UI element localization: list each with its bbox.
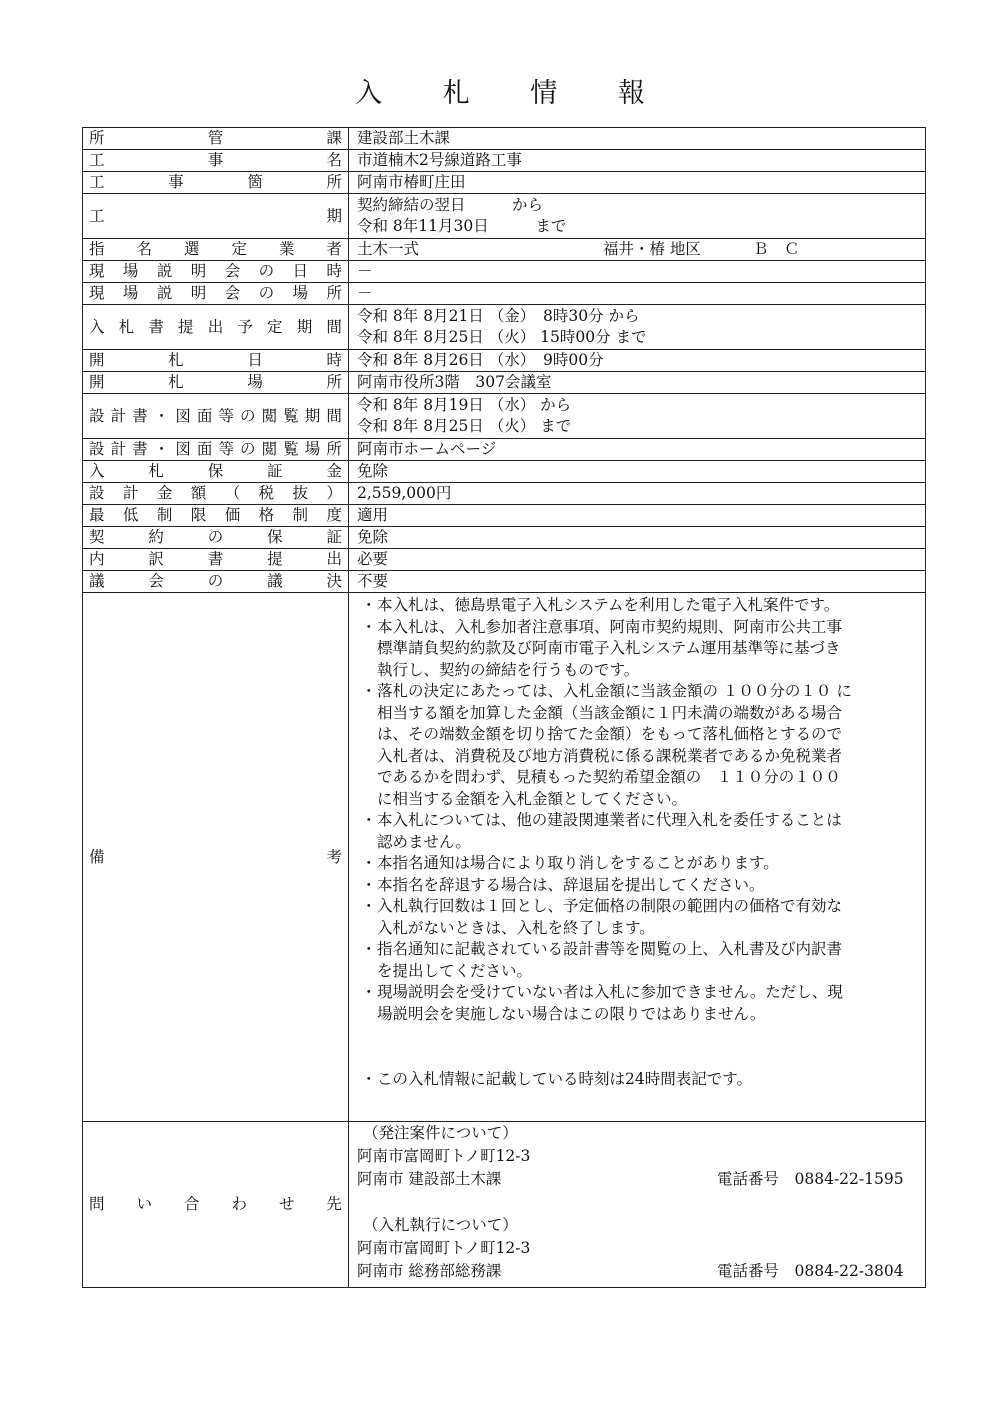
row-value: － bbox=[357, 262, 373, 280]
note-line: 執行し、契約の締結を行うものです。 bbox=[377, 660, 640, 679]
row-value-cell bbox=[349, 239, 926, 261]
row-value-cell bbox=[349, 150, 926, 172]
row-label: 入 札 書 提 出 予 定 期 間 bbox=[89, 317, 342, 336]
row-value-cell bbox=[349, 461, 926, 483]
row-label-cell bbox=[83, 261, 349, 283]
note-line: 標準請負契約約款及び阿南市電子入札システム運用基準等に基づき bbox=[377, 639, 841, 657]
row-value: 適用 bbox=[357, 506, 389, 524]
row-value-cell bbox=[349, 194, 926, 239]
row-value: 阿南市ホームページ bbox=[357, 440, 497, 458]
table-row bbox=[83, 150, 926, 172]
row-label-cell bbox=[83, 150, 349, 172]
row-label-cell bbox=[83, 394, 349, 439]
table-row bbox=[83, 305, 926, 350]
inquiry-dept: 阿南市 建設部土木課 bbox=[357, 1170, 502, 1188]
note-item bbox=[357, 939, 925, 982]
row-label-cell bbox=[83, 505, 349, 527]
table-row bbox=[83, 372, 926, 394]
inquiry-heading: （入札執行について） bbox=[363, 1216, 518, 1234]
bid-info-table bbox=[82, 127, 926, 1288]
inquiry-address: 阿南市富岡町トノ町12-3 bbox=[357, 1239, 531, 1257]
row-value: 免除 bbox=[357, 462, 389, 480]
row-label: 指 名 選 定 業 者 bbox=[89, 240, 342, 258]
row-value-cell bbox=[349, 128, 926, 150]
bullet: ・ bbox=[361, 875, 377, 894]
row-label-cell bbox=[83, 172, 349, 194]
inquiry-contact-line bbox=[357, 1168, 925, 1191]
note-item bbox=[357, 875, 925, 897]
table-row bbox=[83, 571, 926, 593]
table-row bbox=[83, 439, 926, 461]
note-line: 落札の決定にあたっては、入札金額に当該金額の １００分の１０ に bbox=[377, 682, 852, 700]
row-value-cell bbox=[349, 505, 926, 527]
row-value-cell bbox=[349, 350, 926, 372]
row-label-cell bbox=[83, 461, 349, 483]
note-item-time-format bbox=[357, 1069, 925, 1091]
note-line: 本入札は、入札参加者注意事項、阿南市契約規則、阿南市公共工事 bbox=[377, 617, 843, 636]
row-label-cell bbox=[83, 283, 349, 305]
note-line: 指名通知に記載されている設計書等を閲覧の上、入札書及び内訳書 bbox=[377, 940, 843, 958]
row-label-cell bbox=[83, 549, 349, 571]
row-label-cell bbox=[83, 194, 349, 239]
row-label: 工 期 bbox=[89, 206, 342, 225]
bullet: ・ bbox=[361, 1070, 377, 1088]
note-line: 現場説明会を受けていない者は入札に参加できません。ただし、現 bbox=[377, 983, 843, 1001]
inquiry-phone: 電話番号 0884-22-3804 bbox=[717, 1262, 904, 1280]
row-label: 設 計 書 ・ 図 面 等 の 閲 覧 期 間 bbox=[89, 406, 342, 425]
note-line: 本指名通知は場合により取り消しをすることがあります。 bbox=[377, 854, 779, 872]
bullet: ・ bbox=[361, 940, 377, 958]
row-label-cell bbox=[83, 483, 349, 505]
row-value-line: 令和 8年 8月25日 （火） まで bbox=[357, 417, 572, 435]
row-value: 2,559,000円 bbox=[357, 484, 452, 502]
note-line: この入札情報に記載している時刻は24時間表記です。 bbox=[377, 1070, 752, 1088]
row-label: 現 場 説 明 会 の 日 時 bbox=[89, 262, 342, 280]
area-value: 福井・椿 地区 bbox=[603, 240, 701, 258]
table-row bbox=[83, 461, 926, 483]
note-line: に相当する金額を入札金額としてください。 bbox=[377, 789, 688, 808]
row-label: 契 約 の 保 証 bbox=[89, 528, 342, 546]
row-label: 入 札 保 証 金 bbox=[89, 462, 342, 480]
row-label: 工 事 名 bbox=[89, 151, 342, 169]
bullet: ・ bbox=[361, 617, 377, 636]
note-line: 本入札は、徳島県電子入札システムを利用した電子入札案件です。 bbox=[377, 596, 840, 614]
note-item bbox=[357, 681, 925, 810]
row-value: 不要 bbox=[357, 572, 389, 590]
row-label: 議 会 の 議 決 bbox=[89, 572, 342, 590]
row-label: 最 低 制 限 価 格 制 度 bbox=[89, 506, 342, 524]
row-value: 令和 8年 8月26日 （水） 9時00分 bbox=[357, 351, 604, 369]
row-label: 所 管 課 bbox=[89, 129, 342, 147]
note-line: 本入札については、他の建設関連業者に代理入札を委任することは bbox=[377, 811, 842, 829]
row-label: 内 訳 書 提 出 bbox=[89, 550, 342, 568]
table-row bbox=[83, 527, 926, 549]
row-value-line: 令和 8年 8月25日 （火） 15時00分 まで bbox=[357, 328, 647, 346]
row-label: 開 札 場 所 bbox=[89, 373, 342, 391]
row-value-cell bbox=[349, 571, 926, 593]
table-row bbox=[83, 394, 926, 439]
row-value-cell bbox=[349, 172, 926, 194]
table-row bbox=[83, 505, 926, 527]
note-line: であるかを問わず、見積もった契約希望金額の １１０分の１００ bbox=[377, 768, 841, 786]
row-value-cell bbox=[349, 483, 926, 505]
note-line: 入札者は、消費税及び地方消費税に係る課税業者であるか免税業者 bbox=[377, 746, 843, 765]
bullet: ・ bbox=[361, 983, 377, 1001]
inquiry-heading: （発注案件について） bbox=[363, 1124, 518, 1142]
row-value-cell bbox=[349, 549, 926, 571]
note-line: は、その端数金額を切り捨てた金額）をもって落札価格とするので bbox=[377, 725, 843, 743]
table-row bbox=[83, 239, 926, 261]
note-item bbox=[357, 982, 925, 1025]
note-line: 入札がないときは、入札を終了します。 bbox=[377, 918, 655, 937]
inquiry-address: 阿南市富岡町トノ町12-3 bbox=[357, 1147, 531, 1165]
table-row bbox=[83, 172, 926, 194]
row-value: 免除 bbox=[357, 528, 389, 546]
row-value-cell bbox=[349, 283, 926, 305]
row-value-cell bbox=[349, 372, 926, 394]
row-value: 必要 bbox=[357, 550, 389, 568]
table-row bbox=[83, 483, 926, 505]
table-row bbox=[83, 194, 926, 239]
row-label-cell bbox=[83, 571, 349, 593]
inquiry-label: 問 い 合 わ せ 先 bbox=[89, 1195, 342, 1213]
row-label-cell bbox=[83, 305, 349, 350]
note-line: 相当する額を加算した金額（当該金額に１円未満の端数がある場合 bbox=[377, 703, 843, 722]
table-row bbox=[83, 549, 926, 571]
note-line: を提出してください。 bbox=[377, 961, 533, 980]
row-label-cell bbox=[83, 350, 349, 372]
row-value-line: 令和 8年 8月19日 （水） から bbox=[357, 396, 572, 414]
bullet: ・ bbox=[361, 897, 377, 915]
inquiry-dept: 阿南市 総務部総務課 bbox=[357, 1262, 502, 1280]
inquiry-row bbox=[83, 1122, 926, 1288]
table-row bbox=[83, 261, 926, 283]
note-item bbox=[357, 810, 925, 853]
note-item bbox=[357, 595, 925, 617]
grade-value: Ｂ Ｃ bbox=[753, 240, 800, 258]
bullet: ・ bbox=[361, 854, 377, 872]
bullet: ・ bbox=[361, 596, 377, 614]
row-value-line: 令和 8年 8月21日 （金） 8時30分 から bbox=[357, 307, 640, 325]
row-value: 市道楠木2号線道路工事 bbox=[357, 151, 522, 169]
note-line: 本指名を辞退する場合は、辞退届を提出してください。 bbox=[377, 875, 765, 894]
note-item bbox=[357, 617, 925, 682]
row-value-cell bbox=[349, 305, 926, 350]
row-value: 土木一式 bbox=[357, 240, 420, 258]
note-line: 場説明会を実施しない場合はこの限りではありません。 bbox=[377, 1004, 766, 1023]
inquiry-label-cell bbox=[83, 1122, 349, 1288]
row-value-cell bbox=[349, 394, 926, 439]
row-value-cell bbox=[349, 439, 926, 461]
row-value-cell bbox=[349, 527, 926, 549]
row-label: 工 事 箇 所 bbox=[89, 173, 342, 191]
notes-label-cell bbox=[83, 593, 349, 1122]
note-line: 認めません。 bbox=[377, 832, 471, 851]
table-row bbox=[83, 350, 926, 372]
note-item bbox=[357, 896, 925, 939]
row-value: － bbox=[357, 284, 373, 302]
row-label: 設 計 金 額 （ 税 抜 ） bbox=[89, 484, 342, 502]
page-title: 入 札 情 報 bbox=[355, 78, 671, 109]
bullet: ・ bbox=[361, 682, 377, 700]
table-row bbox=[83, 283, 926, 305]
note-line: 入札執行回数は１回とし、予定価格の制限の範囲内の価格で有効な bbox=[377, 897, 843, 915]
row-value: 阿南市椿町庄田 bbox=[357, 173, 466, 191]
bullet: ・ bbox=[361, 811, 377, 829]
table-row bbox=[83, 128, 926, 150]
row-label: 設 計 書 ・ 図 面 等 の 閲 覧 場 所 bbox=[89, 440, 342, 458]
inquiry-contact-line bbox=[357, 1260, 925, 1283]
row-value-line: 契約締結の翌日 から bbox=[357, 196, 544, 214]
row-label-cell bbox=[83, 372, 349, 394]
row-value-line: 令和 8年11月30日 まで bbox=[357, 217, 567, 235]
row-label-cell bbox=[83, 527, 349, 549]
row-value: 阿南市役所3階 307会議室 bbox=[357, 373, 552, 391]
notes-label: 備 考 bbox=[89, 847, 342, 866]
notes-cell bbox=[349, 593, 926, 1122]
note-item bbox=[357, 853, 925, 875]
row-value-cell bbox=[349, 261, 926, 283]
row-label: 開 札 日 時 bbox=[89, 351, 342, 369]
notes-row bbox=[83, 593, 926, 1122]
inquiry-cell bbox=[349, 1122, 926, 1288]
row-label-cell bbox=[83, 239, 349, 261]
row-label-cell bbox=[83, 439, 349, 461]
inquiry-phone: 電話番号 0884-22-1595 bbox=[717, 1170, 904, 1188]
row-label-cell bbox=[83, 128, 349, 150]
row-label: 現 場 説 明 会 の 場 所 bbox=[89, 284, 342, 302]
row-value: 建設部土木課 bbox=[357, 129, 451, 147]
